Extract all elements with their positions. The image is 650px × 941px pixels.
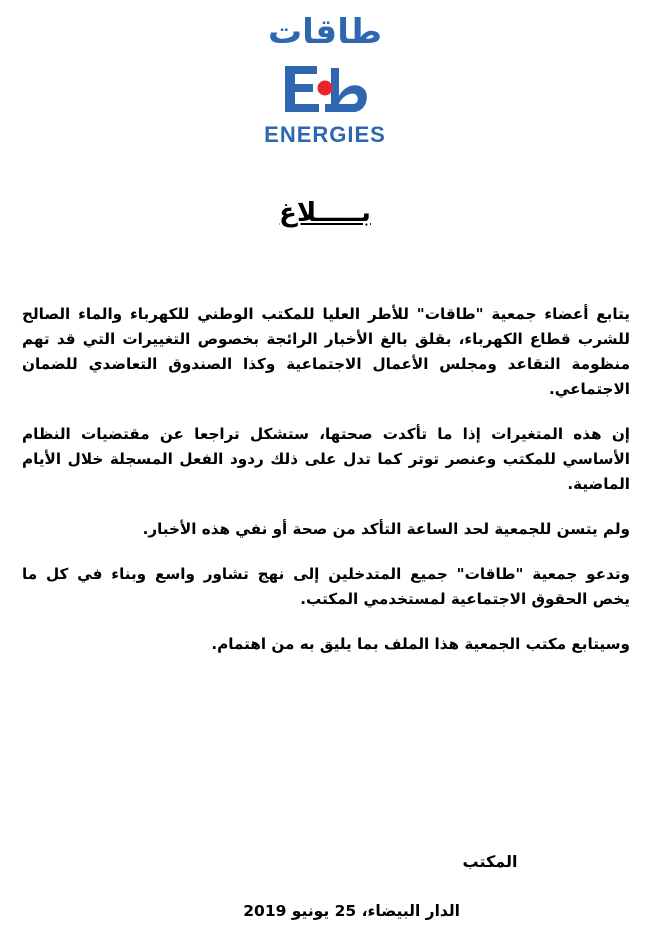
- paragraph-3: ولم يتسن للجمعية لحد الساعة التأكد من صحة أو نفي هذه الأخبار.: [142, 520, 630, 538]
- logo-arabic-text: طاقات: [268, 12, 382, 52]
- document-title: بـــــلاغ: [279, 198, 371, 228]
- paragraph-5: وسيتابع مكتب الجمعية هذا الملف بما يليق به من اهتمام.: [211, 635, 630, 653]
- date-line: الدار البيضاء، 25 يونيو 2019: [243, 902, 460, 920]
- paragraph-4: وتدعو جمعية "طاقات" جميع المتدخلين إلى نهج تشاور واسع وبناء في كل ما يخص الحقوق الاجتماعية لمستخدمي المكتب.: [22, 565, 630, 608]
- logo: [235, 6, 415, 156]
- document-body: [22, 302, 630, 677]
- paragraph-1: يتابع أعضاء جمعية "طاقات" للأطر العليا للمكتب الوطني للكهرباء والماء الصالح للشرب قطاع الكهرباء، بقلق بالغ الأخبار الرائجة بخصوص التغييرات التي قد تهم منظومة التقاعد ومجلس الأعمال الاجتماعية وكذا الصندوق التعاضدي للضمان الاجتماعي.: [22, 305, 630, 398]
- logo-mark-icon: [279, 60, 371, 116]
- logo-energies-text: ENERGIES: [264, 122, 386, 147]
- signature: المكتب: [462, 852, 518, 871]
- paragraph-2: إن هذه المتغيرات إذا ما تأكدت صحتها، ستشكل تراجعا عن مقتضيات النظام الأساسي للمكتب وعنصر توتر كما تدل على ذلك ردود الفعل المسجلة خلال الأيام الماضية.: [22, 425, 630, 493]
